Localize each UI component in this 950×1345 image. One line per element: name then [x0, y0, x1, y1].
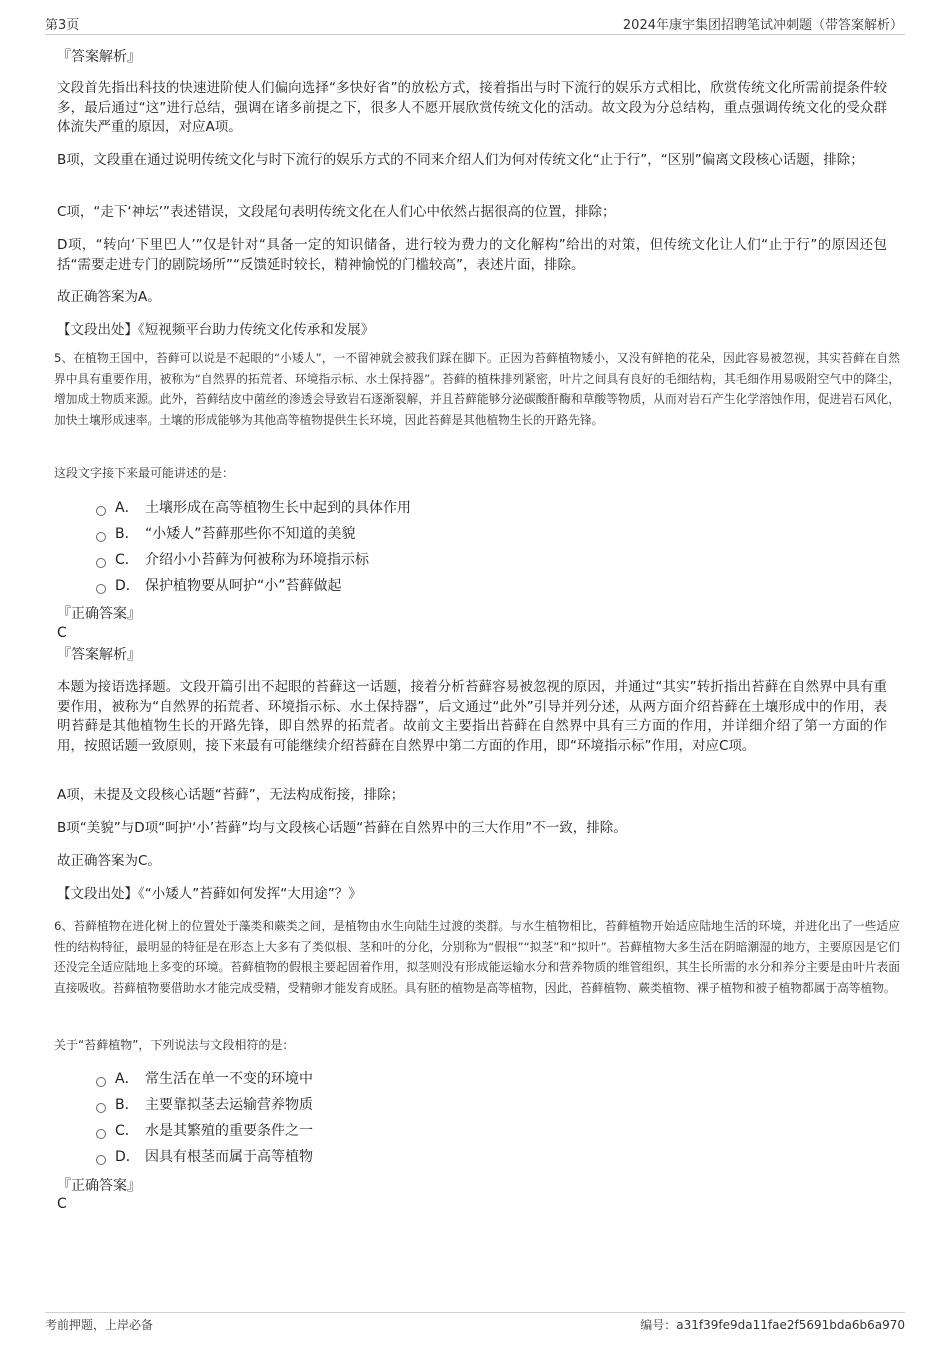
radio-icon[interactable]: [96, 584, 106, 594]
q4-conclusion: 故正确答案为A。: [57, 289, 161, 305]
q4-analysis-p3: C项，“走下‘神坛’”表述错误，文段尾句表明传统文化在人们心中依然占据很高的位置，排除；: [57, 204, 616, 220]
q5-option-d[interactable]: D． 保护植物要从呵护“小”苔藓做起: [96, 573, 411, 599]
q4-analysis-p1: 文段首先指出科技的快速进阶使人们偏向选择“多快好省”的放松方式，接着指出与时下流行的娱乐方式相比，欣赏传统文化所需前提条件较多，最后通过“这”进行总结，强调在诸多前提之下，很多人不愿开展欣赏传统文化的活动。故文段为分总结构，重点强调传统文化的受众群体流失严重的原因，对应A项。: [57, 80, 887, 135]
page-footer: [45, 1312, 905, 1332]
q5-prompt: 这段文字接下来最可能讲述的是：: [54, 466, 235, 480]
q6-question: 6、苔藓植物在进化树上的位置处于藻类和蕨类之间，是植物由水生向陆生过渡的类群。与水生植物相比，苔藓植物开始适应陆地生活的环境，并进化出了一些适应性的结构特征，最明显的特征是在形态上大多有了类似根、茎和叶的分化，分别称为“假根”“拟茎”和“拟叶”。苔藓植物大多生活在阴暗潮湿的地方，主要原因是它们还没完全适应陆地上多变的环境。苔藓植物的假根主要起固着作用，拟茎则没有形成能运输水分和营养物质的维管组织，其生长所需的水分和养分主要是由叶片表面直接吸收。苔藓植物要借助水才能完成受精，受精卵才能发育成胚。具有胚的植物是高等植物，因此，苔藓植物、蕨类植物、裸子植物和被子植物都属于高等植物。: [54, 919, 900, 995]
q5-conclusion: 故正确答案为C。: [57, 853, 161, 869]
q6-option-c[interactable]: C． 水是其繁殖的重要条件之一: [96, 1118, 313, 1144]
q4-analysis-p2: B项，文段重在通过说明传统文化与时下流行的娱乐方式的不同来介绍人们为何对传统文化“止于行”，“区别”偏离文段核心话题，排除；: [57, 152, 864, 168]
footer-slogan: 考前押题，上岸必备: [45, 1318, 154, 1332]
radio-icon[interactable]: [96, 1155, 106, 1165]
q4-source: 【文段出处】《短视频平台助力传统文化传承和发展》: [57, 322, 375, 338]
q6-prompt: 关于“苔藓植物”，下列说法与文段相符的是：: [54, 1038, 295, 1052]
q5-analysis-label: 『答案解析』: [57, 647, 141, 663]
radio-icon[interactable]: [96, 506, 106, 516]
document-title: 2024年康宇集团招聘笔试冲刺题（带答案解析）: [622, 18, 903, 33]
q5-option-a[interactable]: A． 土壤形成在高等植物生长中起到的具体作用: [96, 495, 411, 521]
q6-option-b[interactable]: B． 主要靠拟茎去运输营养物质: [96, 1092, 313, 1118]
q5-analysis-p1: 本题为接语选择题。文段开篇引出不起眼的苔藓这一话题，接着分析苔藓容易被忽视的原因，并通过“其实”转折指出苔藓在自然界中具有重要作用，被称为“自然界的拓荒者、环境指示标、水土保持器”，后文通过“此外”引导并列分述，从两方面介绍苔藓在土壤形成中的作用，表明苔藓是其他植物生长的开路先锋，即自然界的拓荒者。故前文主要指出苔藓在自然界中具有三方面的作用，并详细介绍了第一方面的作用，按照话题一致原则，接下来最有可能继续介绍苔藓在自然界中第二方面的作用，即“环境指示标”作用，对应C项。: [57, 679, 887, 754]
page-header: [45, 0, 905, 35]
document-id: 编号：a31f39fe9da11fae2f5691bda6b6a970: [640, 1318, 905, 1332]
q6-answer: C: [57, 1196, 67, 1212]
q5-answer: C: [57, 625, 67, 641]
q5-option-c[interactable]: C． 介绍小小苔藓为何被称为环境指示标: [96, 547, 411, 573]
radio-icon[interactable]: [96, 1103, 106, 1113]
q6-options: [96, 1066, 313, 1170]
q6-option-d[interactable]: D． 因具有根茎而属于高等植物: [96, 1144, 313, 1170]
radio-icon[interactable]: [96, 558, 106, 568]
radio-icon[interactable]: [96, 1077, 106, 1087]
q4-analysis-label: 『答案解析』: [57, 49, 141, 65]
q5-option-b[interactable]: B． “小矮人”苔藓那些你不知道的美貌: [96, 521, 411, 547]
q5-analysis-p3: B项“美貌”与D项“呵护‘小’苔藓”均与文段核心话题“苔藓在自然界中的三大作用”不一致，排除。: [57, 820, 627, 836]
page-number: 第3页: [45, 18, 80, 33]
q5-question: 5、在植物王国中，苔藓可以说是不起眼的“小矮人”，一不留神就会被我们踩在脚下。正因为苔藓植物矮小，又没有鲜艳的花朵，因此容易被忽视，其实苔藓在自然界中具有重要作用，被称为“自然界的拓荒者、环境指示标、水土保持器”。苔藓的植株排列紧密，叶片之间具有良好的毛细结构，其毛细作用易吸附空气中的降尘，增加成土物质来源。此外，苔藓结皮中菌丝的渗透会导致岩石逐渐裂解，并且苔藓能够分泌碳酸酐酶和草酸等物质，从而对岩石产生化学溶蚀作用，促进岩石风化，加快土壤形成速率。土壤的形成能够为其他高等植物提供生长环境，因此苔藓是其他植物生长的开路先锋。: [54, 351, 900, 427]
radio-icon[interactable]: [96, 532, 106, 542]
radio-icon[interactable]: [96, 1129, 106, 1139]
q4-analysis-p4: D项，“转向‘下里巴人’”仅是针对“具备一定的知识储备，进行较为费力的文化解构”给出的对策，但传统文化让人们“止于行”的原因还包括“需要走进专门的剧院场所”“反馈延时较长，精神愉悦的门槛较高”，表述片面，排除。: [57, 237, 887, 273]
q5-correct-label: 『正确答案』: [57, 606, 141, 622]
q6-correct-label: 『正确答案』: [57, 1178, 141, 1194]
q5-source: 【文段出处】《“小矮人”苔藓如何发挥“大用途”？》: [57, 886, 362, 902]
q5-options: [96, 495, 411, 599]
q6-option-a[interactable]: A． 常生活在单一不变的环境中: [96, 1066, 313, 1092]
q5-analysis-p2: A项，未提及文段核心话题“苔藓”，无法构成衔接，排除；: [57, 787, 405, 803]
